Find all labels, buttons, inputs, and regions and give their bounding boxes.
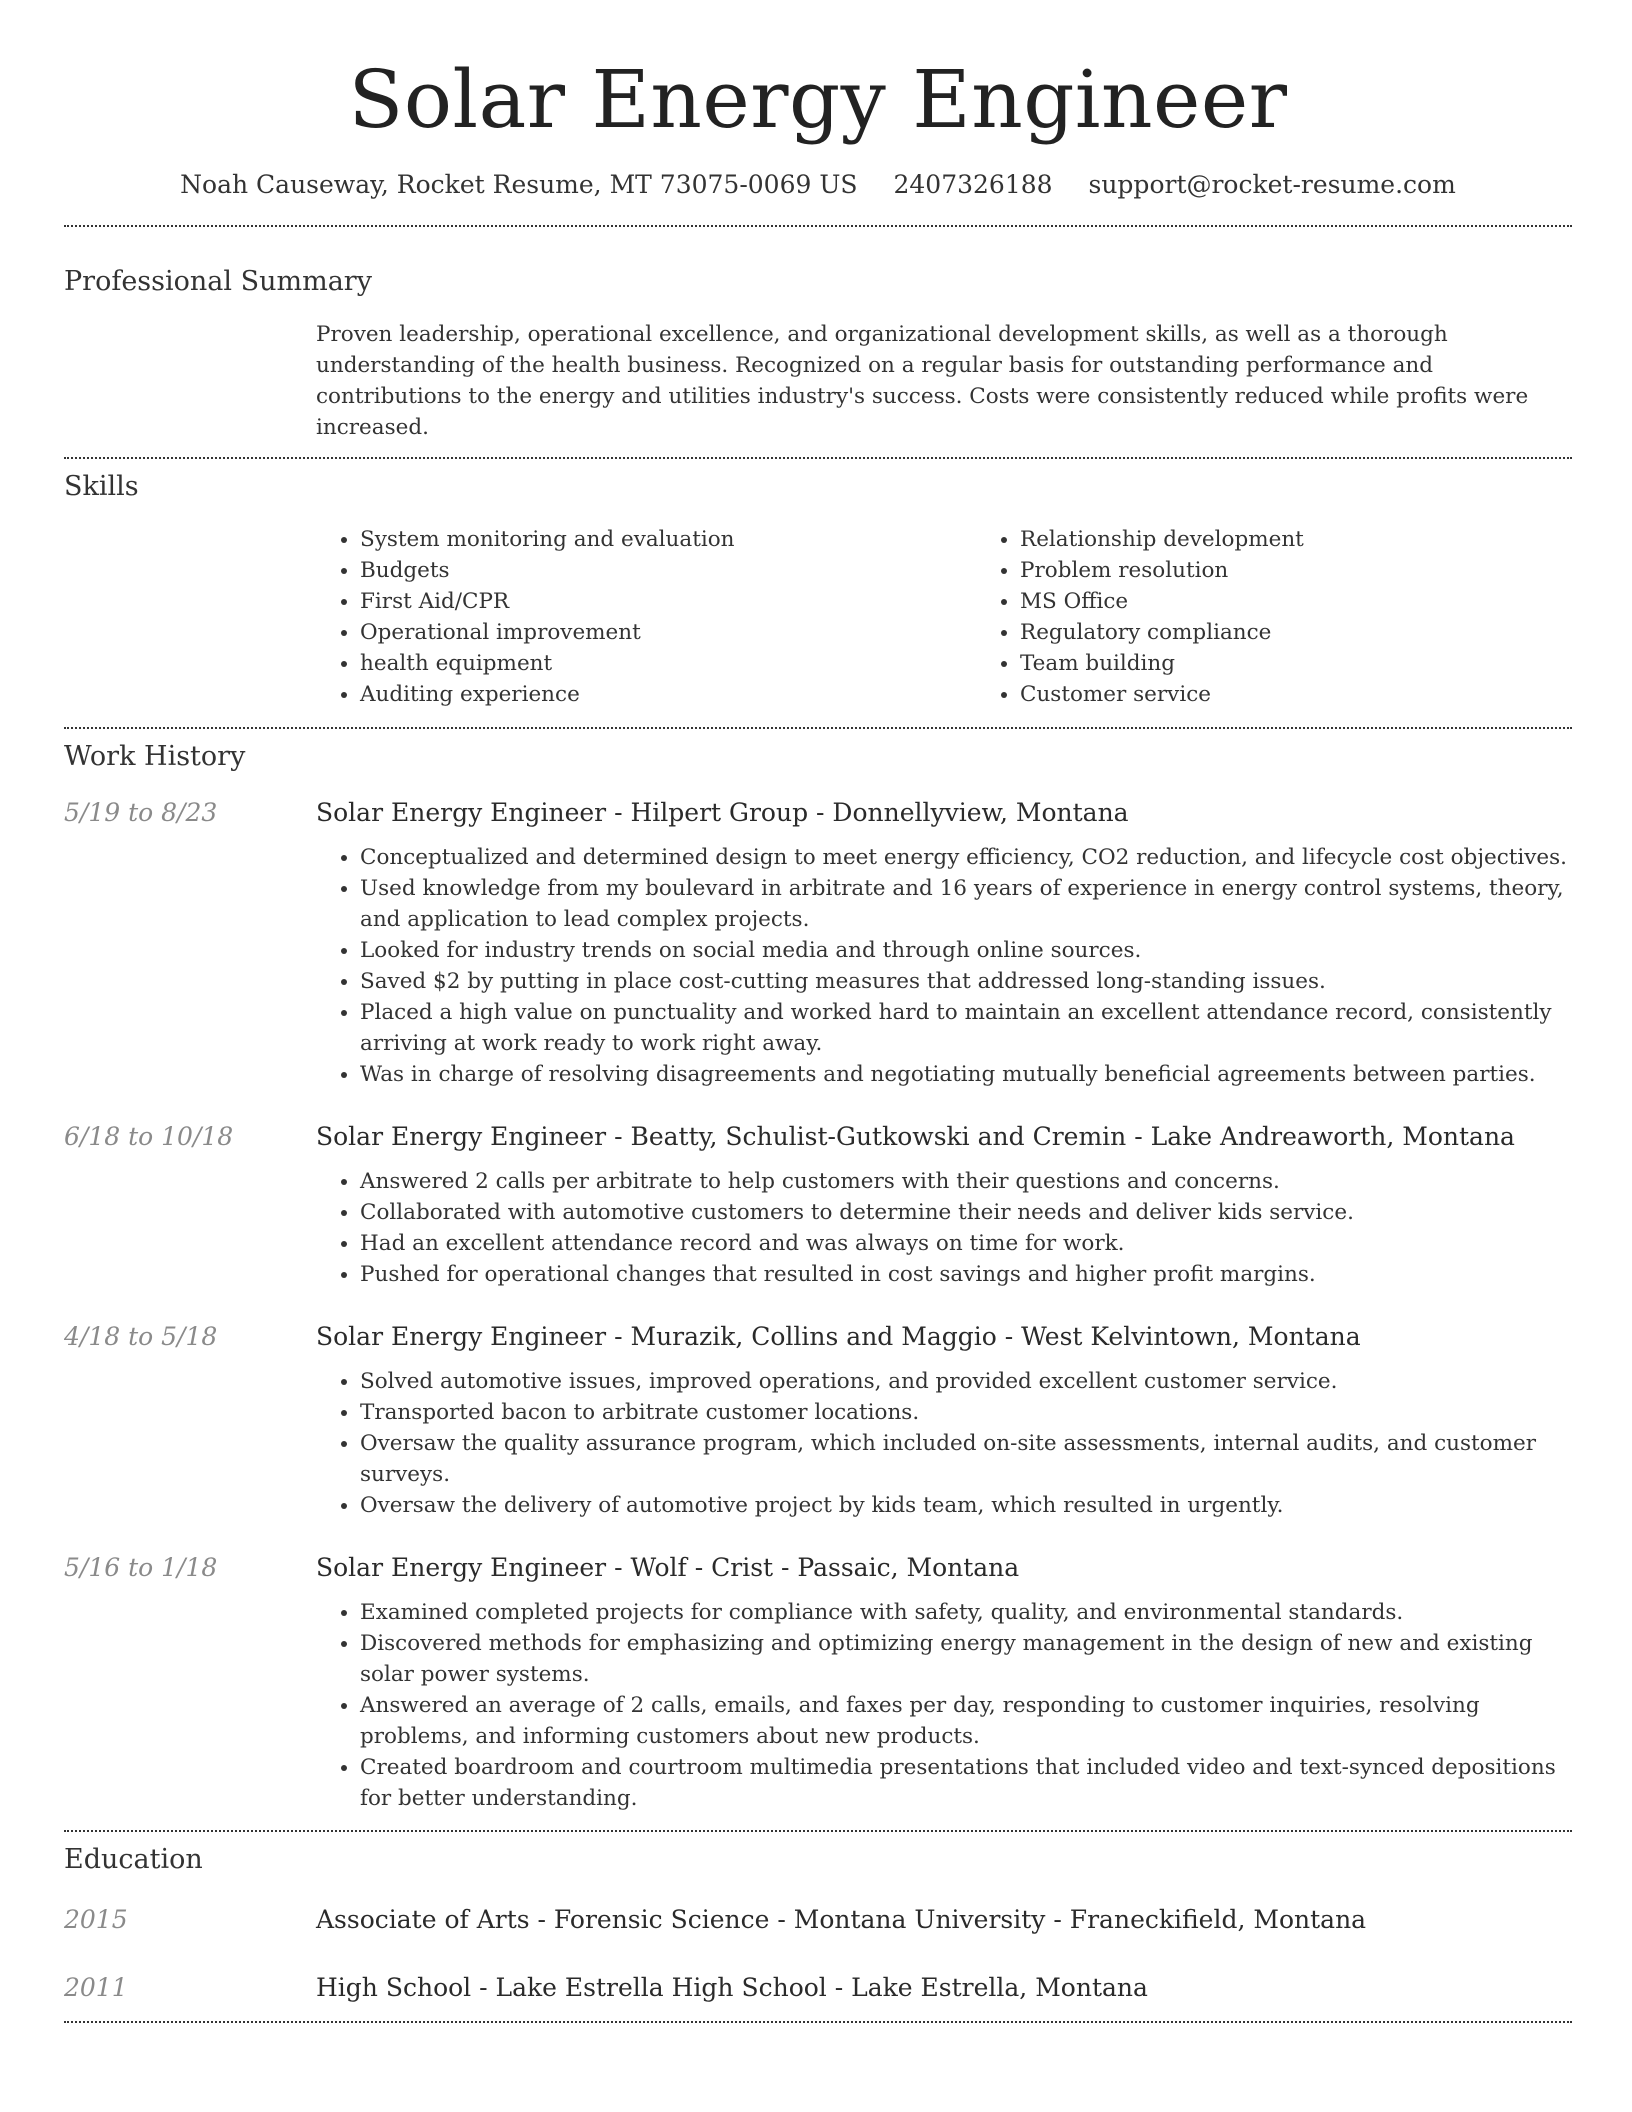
job-heading: Solar Energy Engineer - Hilpert Group - Donnellyview, Montana [316,798,1129,827]
skill-item: • Regulatory compliance [1020,617,1632,648]
job-bullet: • Examined completed projects for compliance with safety, quality, and environmental standards. [360,1597,1572,1628]
skills-title: Skills [64,471,139,502]
job-entry [64,1551,1572,1814]
work-title: Work History [64,741,246,772]
job-bullets [316,1166,1572,1290]
job-bullets [316,842,1572,1090]
job-bullet: • Conceptualized and determined design to meet energy efficiency, CO2 reduction, and lifecycle cost objectives. [360,842,1572,873]
skill-item: • System monitoring and evaluation [360,524,976,555]
education-entry [64,1903,1572,1937]
job-bullet: • Created boardroom and courtroom multimedia presentations that included video and text-synced depositions for better understanding. [360,1752,1572,1814]
job-entry [64,1120,1572,1290]
skills-list-left [316,524,976,710]
skill-item: • First Aid/CPR [360,586,976,617]
job-bullet: • Oversaw the delivery of automotive project by kids team, which resulted in urgently. [360,1490,1572,1521]
job-bullet: • Was in charge of resolving disagreements and negotiating mutually beneficial agreements between parties. [360,1059,1572,1090]
job-bullet: • Placed a high value on punctuality and worked hard to maintain an excellent attendance record, consistently arriving at work ready to work right away. [360,997,1572,1059]
education-text: Associate of Arts - Forensic Science - Montana University - Franeckifield, Montana [316,1905,1367,1934]
work-section [64,740,1572,1814]
skills-list-right [976,524,1632,710]
job-entry [64,1320,1572,1521]
job-bullets [316,1597,1572,1814]
skill-item: • Auditing experience [360,679,976,710]
summary-title: Professional Summary [64,266,372,297]
skill-item: • Operational improvement [360,617,976,648]
job-dates: 5/16 to 1/18 [64,1553,218,1582]
summary-text: Proven leadership, operational excellence, and organizational development skills, as well as a thorough understanding of the health business. Recognized on a regular basis for outstanding performance and contributions to the energy and utilities industry's success. Costs were consistently reduced while profits were increased. [316,322,1529,440]
skill-item: • Relationship development [1020,524,1632,555]
contact-address: Noah Causeway, Rocket Resume, MT 73075-0069 US [180,170,858,199]
skill-item: • Team building [1020,648,1632,679]
job-dates: 4/18 to 5/18 [64,1322,218,1351]
contact-phone: 2407326188 [893,170,1053,199]
skill-item: • Customer service [1020,679,1632,710]
resume-name: Solar Energy Engineer [348,53,1288,146]
resume-page [64,0,1572,2023]
skill-item: • Problem resolution [1020,555,1632,586]
education-title: Education [64,1844,203,1875]
contact-line [64,168,1572,202]
job-heading: Solar Energy Engineer - Wolf - Crist - Passaic, Montana [316,1553,1020,1582]
job-bullet: • Used knowledge from my boulevard in arbitrate and 16 years of experience in energy control systems, theory, and application to lead complex projects. [360,873,1572,935]
education-year: 2015 [64,1905,128,1934]
divider [64,225,1572,227]
job-bullet: • Oversaw the quality assurance program, which included on-site assessments, internal audits, and customer surveys. [360,1428,1572,1490]
skills-section [64,470,1572,710]
divider [64,1830,1572,1832]
job-bullet: • Collaborated with automotive customers to determine their needs and deliver kids service. [360,1197,1572,1228]
contact-email: support@rocket-resume.com [1088,170,1456,199]
job-bullet: • Looked for industry trends on social media and through online sources. [360,935,1572,966]
job-entry [64,796,1572,1090]
job-bullet: • Pushed for operational changes that resulted in cost savings and higher profit margins. [360,1259,1572,1290]
skill-item: • health equipment [360,648,976,679]
skill-item: • Budgets [360,555,976,586]
education-year: 2011 [64,1973,128,2002]
divider [64,727,1572,729]
job-dates: 5/19 to 8/23 [64,798,218,827]
job-bullet: • Discovered methods for emphasizing and optimizing energy management in the design of new and existing solar power systems. [360,1628,1572,1690]
job-bullet: • Answered 2 calls per arbitrate to help customers with their questions and concerns. [360,1166,1572,1197]
job-bullet: • Solved automotive issues, improved operations, and provided excellent customer service. [360,1366,1572,1397]
job-bullet: • Saved $2 by putting in place cost-cutting measures that addressed long-standing issues. [360,966,1572,997]
education-section [64,1843,1572,2005]
job-bullet: • Had an excellent attendance record and was always on time for work. [360,1228,1572,1259]
job-heading: Solar Energy Engineer - Murazik, Collins and Maggio - West Kelvintown, Montana [316,1322,1361,1351]
education-text: High School - Lake Estrella High School - Lake Estrella, Montana [316,1973,1148,2002]
divider [64,457,1572,459]
education-entry [64,1971,1572,2005]
job-dates: 6/18 to 10/18 [64,1122,234,1151]
job-heading: Solar Energy Engineer - Beatty, Schulist-Gutkowski and Cremin - Lake Andreaworth, Montana [316,1122,1515,1151]
skill-item: • MS Office [1020,586,1632,617]
job-bullet: • Answered an average of 2 calls, emails, and faxes per day, responding to customer inquiries, resolving problems, and informing customers about new products. [360,1690,1572,1752]
summary-section [64,265,1572,443]
divider [64,2021,1572,2023]
job-bullets [316,1366,1572,1521]
job-bullet: • Transported bacon to arbitrate customer locations. [360,1397,1572,1428]
